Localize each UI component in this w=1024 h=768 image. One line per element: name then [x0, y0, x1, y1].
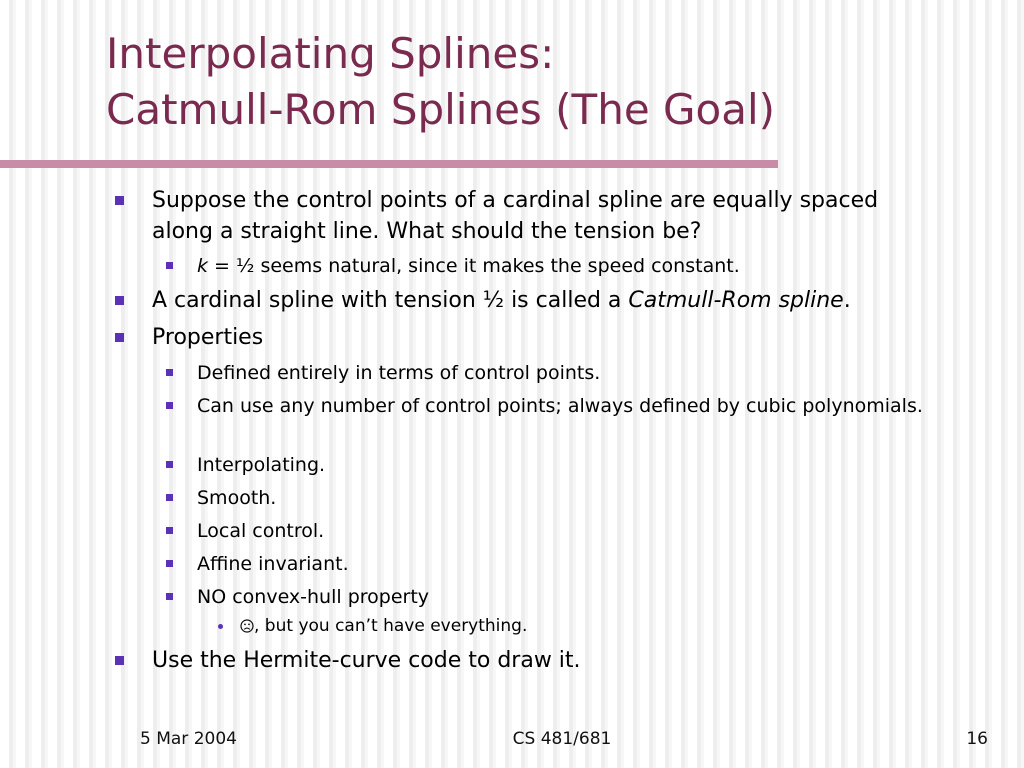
bullet-2-text-start: A cardinal spline with tension ½ is called a [152, 288, 629, 313]
square-bullet-icon [166, 461, 173, 468]
bullet-3-sub-2 [197, 392, 942, 420]
bullet-3-sub-7-sub-1 [240, 614, 940, 638]
bullet-3-sub-3-text: Interpolating. [197, 454, 326, 476]
square-bullet-icon [166, 369, 173, 376]
square-bullet-icon [166, 402, 173, 409]
bullet-3-sub-6 [197, 550, 942, 578]
bullet-2-text-end: . [843, 288, 851, 313]
bullet-4-text: Use the Hermite-curve code to draw it. [152, 648, 581, 673]
square-bullet-icon [166, 593, 173, 600]
bullet-3-sub-7-text: NO convex-hull property [197, 586, 430, 608]
footer-date: 5 Mar 2004 [140, 729, 237, 749]
bullet-1 [152, 185, 942, 247]
bullet-3 [152, 322, 942, 353]
square-bullet-icon [166, 527, 173, 534]
frown-face-icon [240, 619, 254, 633]
square-bullet-icon [115, 656, 124, 665]
slide-title-line-2: Catmull-Rom Splines (The Goal) [106, 85, 776, 134]
square-bullet-icon [115, 333, 124, 342]
bullet-3-sub-7-sub-1-text: , but you can’t have everything. [254, 616, 528, 636]
bullet-1-text: Suppose the control points of a cardinal spline are equally spaced along a straight line. What should the tension be? [152, 188, 879, 244]
bullet-3-sub-3 [197, 451, 942, 479]
bullet-4 [152, 645, 942, 676]
tension-variable: k [197, 255, 209, 277]
bullet-3-sub-4-text: Smooth. [197, 487, 277, 509]
bullet-3-text: Properties [152, 325, 264, 350]
square-bullet-icon [115, 196, 124, 205]
bullet-3-sub-6-text: Affine invariant. [197, 553, 349, 575]
bullet-3-sub-5-text: Local control. [197, 520, 325, 542]
slide-title-line-1: Interpolating Splines: [106, 29, 555, 78]
square-bullet-icon [166, 262, 173, 269]
square-bullet-icon [115, 296, 124, 305]
footer-page-number: 16 [966, 729, 988, 749]
bullet-3-sub-2-text: Can use any number of control points; always defined by cubic polynomials. [197, 395, 923, 417]
square-bullet-icon [166, 494, 173, 501]
bullet-3-sub-5 [197, 517, 942, 545]
bullet-1-sub-1-text: = ½ seems natural, since it makes the speed constant. [208, 255, 740, 277]
round-bullet-icon [218, 624, 223, 629]
catmull-rom-term: Catmull-Rom spline [628, 288, 844, 313]
footer-course: CS 481/681 [512, 729, 612, 749]
bullet-3-sub-1-text: Defined entirely in terms of control points. [197, 362, 601, 384]
square-bullet-icon [166, 560, 173, 567]
bullet-2 [152, 285, 942, 316]
bullet-3-sub-7 [197, 583, 942, 611]
bullet-1-sub-1 [197, 252, 942, 280]
bullet-3-sub-1 [197, 359, 942, 387]
bullet-3-sub-4 [197, 484, 942, 512]
